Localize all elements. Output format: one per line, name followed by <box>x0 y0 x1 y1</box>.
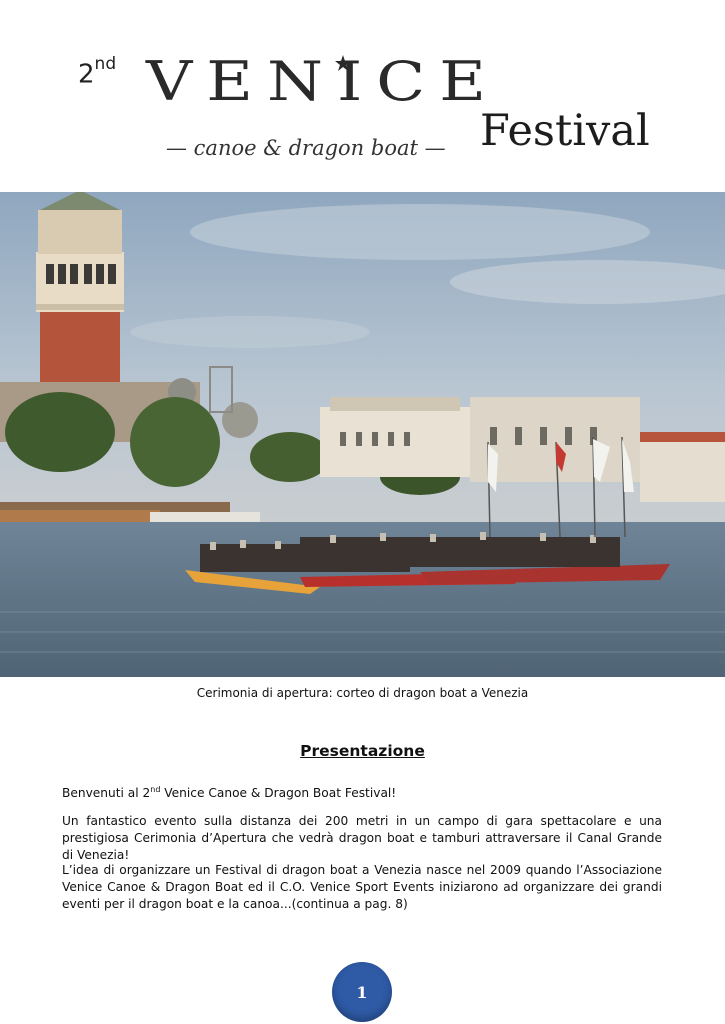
welcome-text-end: Venice Canoe & Dragon Boat Festival! <box>160 786 397 801</box>
logo-venice-text: VENICE <box>146 50 500 114</box>
edition-suffix: nd <box>94 54 117 74</box>
festival-logo <box>0 0 725 190</box>
welcome-text-start: Benvenuti al 2 <box>62 786 151 801</box>
campanile-tower <box>36 192 124 392</box>
page-number-badge <box>332 962 392 1022</box>
edition-ordinal <box>78 54 117 90</box>
section-title: Presentazione <box>300 742 425 760</box>
intro-paragraph-welcome <box>62 781 662 802</box>
logo-tagline: — canoe & dragon boat — <box>166 136 446 160</box>
hero-photo <box>0 192 725 677</box>
logo-festival-text: Festival <box>480 106 650 156</box>
venice-dragon-boat-illustration <box>0 192 725 677</box>
photo-caption: Cerimonia di apertura: corteo di dragon boat a Venezia <box>196 686 529 700</box>
edition-number: 2 <box>78 59 95 90</box>
intro-paragraph-event: Un fantastico evento sulla distanza dei 200 metri in un campo di gara spettacolare e una prestigiosa Cerimonia d’Apertura che vedrà dragon boat e tamburi attraversare il Canal Grande di Venezia! <box>62 814 662 862</box>
welcome-text-sup: nd <box>150 785 161 794</box>
intro-paragraph-history: L’idea di organizzare un Festival di dragon boat a Venezia nasce nel 2009 quando l’Associazione Venice Canoe & Dragon Boat ed il C.O. Venice Sport Events iniziarono ad organizzare dei grandi eventi per il dragon boat e la canoa...(continua a pag. 8) <box>62 863 662 911</box>
page-number: 1 <box>356 982 368 1002</box>
